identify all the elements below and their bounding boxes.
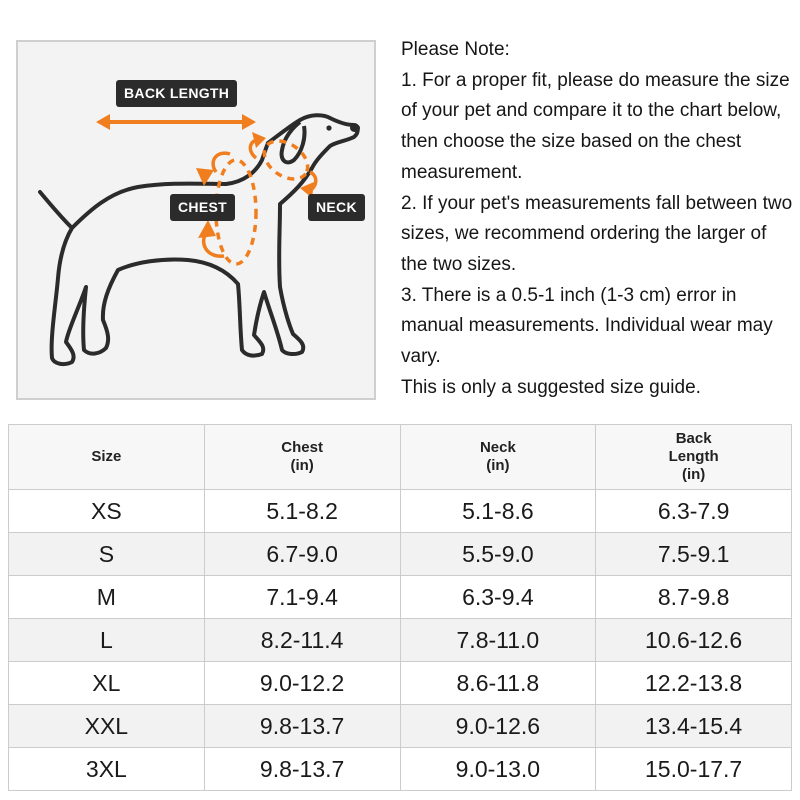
table-row [9, 619, 792, 662]
note-item: 1. For a proper fit, please do measure the size of your pet and compare it to the chart below, then choose the size based on the chest measurement. [401, 69, 790, 183]
chest-cell: 9.8-13.7 [204, 705, 400, 748]
header-neck: Neck (in) [400, 425, 596, 490]
back-length-cell: 12.2-13.8 [596, 662, 792, 705]
table-row [9, 705, 792, 748]
chest-label: CHEST [170, 194, 235, 221]
chest-cell: 7.1-9.4 [204, 576, 400, 619]
table-row [9, 662, 792, 705]
table-row [9, 490, 792, 533]
table-header-row [9, 425, 792, 490]
note-item: 2. If your pet's measurements fall between two sizes, we recommend ordering the larger of the two sizes. [401, 192, 793, 275]
notes-heading: Please Note: [401, 39, 510, 60]
dog-measurement-illustration [16, 40, 376, 400]
size-cell: XXL [9, 705, 205, 748]
note-item: 3. There is a 0.5-1 inch (1-3 cm) error in manual measurements. Individual wear may vary. [401, 284, 773, 368]
chest-cell: 8.2-11.4 [204, 619, 400, 662]
table-row [9, 576, 792, 619]
size-cell: S [9, 533, 205, 576]
chest-cell: 9.8-13.7 [204, 748, 400, 791]
chest-cell: 5.1-8.2 [204, 490, 400, 533]
table-row [9, 748, 792, 791]
size-cell: L [9, 619, 205, 662]
back-length-cell: 15.0-17.7 [596, 748, 792, 791]
neck-cell: 5.5-9.0 [400, 533, 596, 576]
size-cell: XL [9, 662, 205, 705]
chest-cell: 9.0-12.2 [204, 662, 400, 705]
header-size: Size [9, 425, 205, 490]
back-length-cell: 13.4-15.4 [596, 705, 792, 748]
back-length-cell: 6.3-7.9 [596, 490, 792, 533]
size-notes [401, 35, 796, 403]
table-row [9, 533, 792, 576]
neck-cell: 8.6-11.8 [400, 662, 596, 705]
size-chart-table [8, 424, 792, 791]
header-chest: Chest (in) [204, 425, 400, 490]
neck-cell: 9.0-12.6 [400, 705, 596, 748]
header-back-length: Back Length (in) [596, 425, 792, 490]
neck-cell: 6.3-9.4 [400, 576, 596, 619]
size-cell: 3XL [9, 748, 205, 791]
back-length-label: BACK LENGTH [116, 80, 237, 107]
chest-cell: 6.7-9.0 [204, 533, 400, 576]
size-cell: XS [9, 490, 205, 533]
back-length-cell: 8.7-9.8 [596, 576, 792, 619]
back-length-cell: 7.5-9.1 [596, 533, 792, 576]
neck-cell: 7.8-11.0 [400, 619, 596, 662]
neck-cell: 9.0-13.0 [400, 748, 596, 791]
neck-cell: 5.1-8.6 [400, 490, 596, 533]
size-cell: M [9, 576, 205, 619]
back-length-cell: 10.6-12.6 [596, 619, 792, 662]
neck-label: NECK [308, 194, 365, 221]
note-footer: This is only a suggested size guide. [401, 376, 701, 398]
